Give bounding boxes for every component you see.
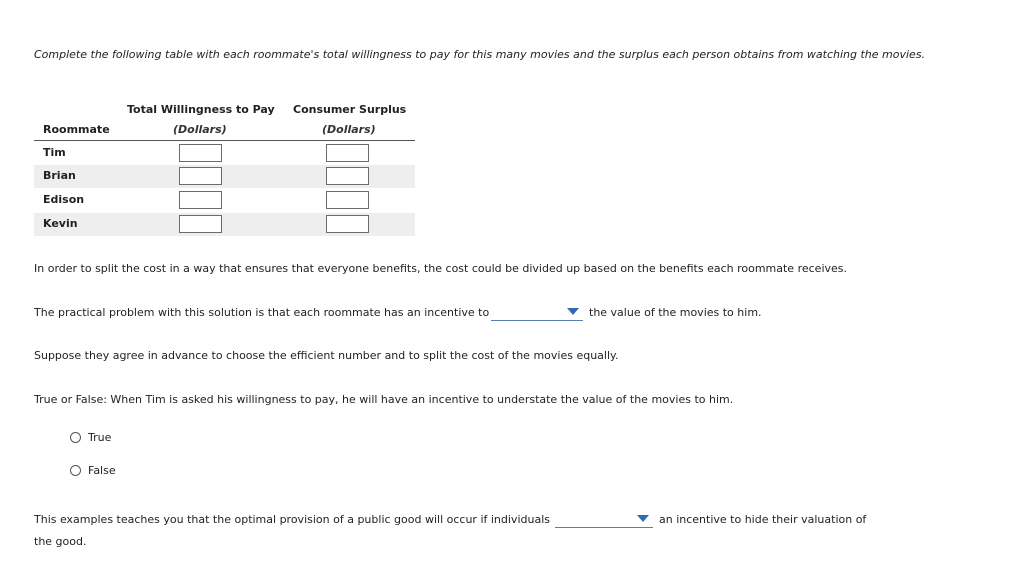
final-sentence-before: This examples teaches you that the optimal provision of a public good will occur if individuals (34, 513, 550, 526)
radio-true[interactable] (70, 432, 81, 443)
final-sentence-line2: the good. (34, 535, 87, 548)
table-row-tim (34, 142, 415, 165)
roommate-table (34, 100, 415, 237)
header-consumer-surplus: Consumer Surplus (293, 103, 407, 116)
paragraph-cost-split: In order to split the cost in a way that ensures that everyone benefits, the cost could be divided up based on the benefits each roommate receives. (34, 262, 848, 275)
paragraph-equal-split: Suppose they agree in advance to choose the efficient number and to split the cost of the movies equally. (34, 349, 619, 362)
option-false-label: False (88, 464, 116, 477)
option-true[interactable] (70, 431, 111, 444)
wtp-input-brian[interactable] (179, 167, 222, 185)
table-row-kevin (34, 213, 415, 236)
instructions-text: Complete the following table with each roommate's total willingness to pay for this many movies and the surplus each person obtains from watching the movies. (34, 48, 926, 61)
final-sentence-after: an incentive to hide their valuation of (659, 513, 867, 526)
wtp-input-tim[interactable] (179, 144, 222, 162)
chevron-down-icon (637, 515, 649, 522)
table-header-rule (34, 140, 415, 141)
cs-input-brian[interactable] (326, 167, 369, 185)
roommate-name: Brian (43, 169, 76, 182)
wtp-input-kevin[interactable] (179, 215, 222, 233)
chevron-down-icon (567, 308, 579, 315)
radio-false[interactable] (70, 465, 81, 476)
header-cs-unit: (Dollars) (322, 123, 376, 136)
roommate-name: Tim (43, 146, 66, 159)
true-false-question: True or False: When Tim is asked his willingness to pay, he will have an incentive to understate the value of the movies to him. (34, 393, 734, 406)
table-row-edison (34, 189, 415, 212)
cs-input-edison[interactable] (326, 191, 369, 209)
incentive-dropdown[interactable] (491, 302, 583, 321)
roommate-name: Kevin (43, 217, 78, 230)
paragraph-incentive-before: The practical problem with this solution is that each roommate has an incentive to (34, 306, 490, 319)
header-wtp-unit: (Dollars) (173, 123, 227, 136)
cs-input-tim[interactable] (326, 144, 369, 162)
header-wtp: Total Willingness to Pay (127, 103, 275, 116)
header-roommate: Roommate (43, 123, 110, 136)
paragraph-incentive-after: the value of the movies to him. (589, 306, 762, 319)
wtp-input-edison[interactable] (179, 191, 222, 209)
option-false[interactable] (70, 464, 116, 477)
option-true-label: True (88, 431, 112, 444)
cs-input-kevin[interactable] (326, 215, 369, 233)
roommate-name: Edison (43, 193, 85, 206)
table-row-brian (34, 165, 415, 188)
public-good-dropdown[interactable] (555, 509, 653, 528)
